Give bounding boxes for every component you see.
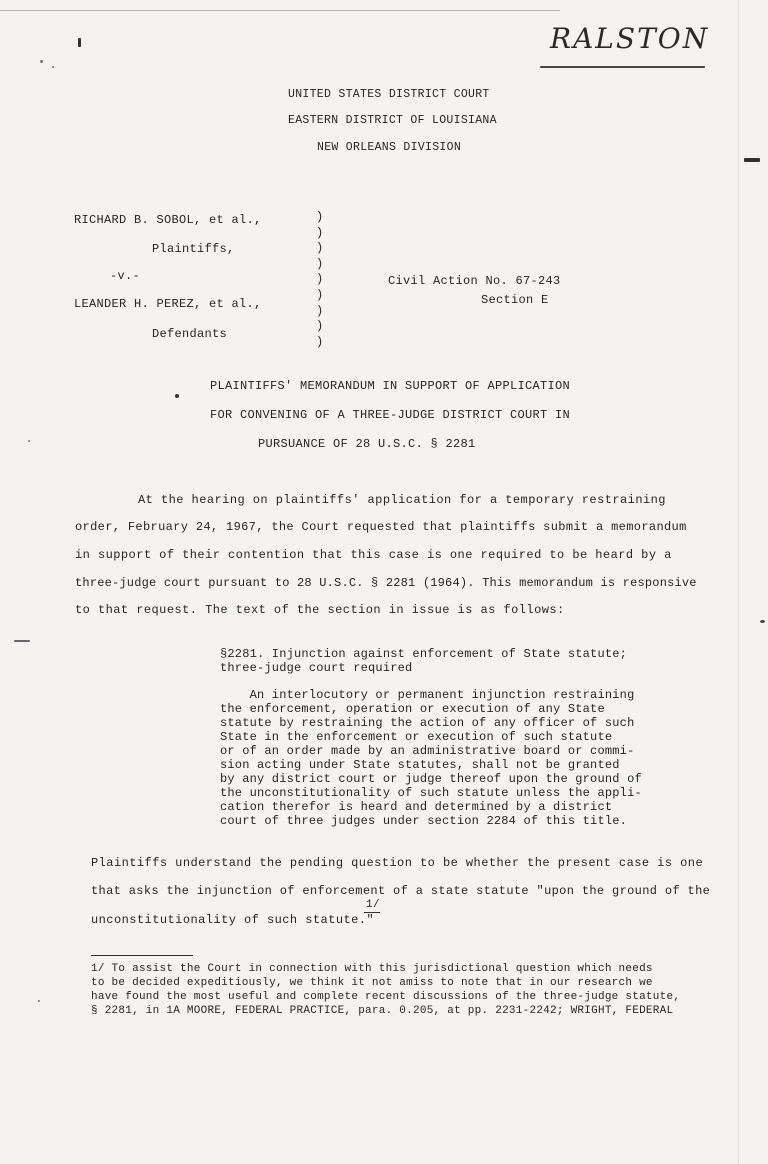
statute-line: or of an order made by an administrative board or commi- xyxy=(220,744,635,758)
statute-heading: §2281. Injunction against enforcement of State statute; xyxy=(220,647,628,661)
memo-title-line1: PLAINTIFFS' MEMORANDUM IN SUPPORT OF APPLICATION xyxy=(210,379,571,393)
statute-line: An interlocutory or permanent injunction restraining xyxy=(220,688,635,702)
scan-speck xyxy=(78,38,81,47)
scan-speck xyxy=(175,394,179,398)
scan-speck xyxy=(52,66,54,68)
plaintiff-role: Plaintiffs, xyxy=(152,242,235,256)
statute-line: State in the enforcement or execution of such statute xyxy=(220,730,613,744)
scan-edge-line xyxy=(0,10,560,11)
footnote-line: § 2281, in 1A MOORE, FEDERAL PRACTICE, para. 0.205, at pp. 2231-2242; WRIGHT, FEDERAL xyxy=(91,1005,674,1017)
body-line: Plaintiffs understand the pending question to be whether the present case is one xyxy=(91,856,704,870)
body-line: three-judge court pursuant to 28 U.S.C. § 2281 (1964). This memorandum is responsive xyxy=(75,576,697,590)
scan-speck xyxy=(28,440,30,442)
body-line: to that request. The text of the section in issue is as follows: xyxy=(75,603,565,617)
statute-line: sion acting under State statutes, shall not be granted xyxy=(220,758,620,772)
body-line: that asks the injunction of enforcement of a state statute "upon the ground of the xyxy=(91,884,711,898)
body-line: in support of their contention that this case is one required to be heard by a xyxy=(75,548,672,562)
scan-edge-line xyxy=(738,0,739,1164)
footnote-line: 1/ To assist the Court in connection with this jurisdictional question which needs xyxy=(91,963,653,975)
statute-line: the enforcement, operation or execution of any State xyxy=(220,702,605,716)
statute-line: by any district court or judge thereof upon the ground of xyxy=(220,772,642,786)
memo-title-line3: PURSUANCE OF 28 U.S.C. § 2281 xyxy=(258,437,476,451)
footnote-marker: 1/ xyxy=(366,899,381,911)
body-line: At the hearing on plaintiffs' application for a temporary restraining xyxy=(138,493,666,507)
scan-speck xyxy=(760,620,765,623)
case-section: Section E xyxy=(481,293,549,307)
statute-line: court of three judges under section 2284 of this title. xyxy=(220,814,628,828)
scan-speck xyxy=(38,1000,40,1002)
plaintiff-name: RICHARD B. SOBOL, et al., xyxy=(74,213,262,227)
handwritten-underline xyxy=(540,66,705,68)
defendant-role: Defendants xyxy=(152,327,228,341)
handwritten-name: RALSTON xyxy=(550,22,710,55)
body-line: order, February 24, 1967, the Court requested that plaintiffs submit a memorandum xyxy=(75,520,687,534)
statute-heading: three-judge court required xyxy=(220,661,413,675)
scan-speck xyxy=(744,158,760,162)
scan-speck xyxy=(40,60,43,63)
court-district: EASTERN DISTRICT OF LOUISIANA xyxy=(288,114,497,127)
footnote-marker-underline xyxy=(364,912,380,913)
defendant-name: LEANDER H. PEREZ, et al., xyxy=(74,297,262,311)
statute-line: the unconstitutionality of such statute unless the appli- xyxy=(220,786,642,800)
caption-parentheses: ) ) ) ) ) ) ) ) ) xyxy=(316,210,324,349)
footnote-divider xyxy=(91,955,193,956)
court-division: NEW ORLEANS DIVISION xyxy=(317,141,462,154)
statute-line: statute by restraining the action of any officer of such xyxy=(220,716,635,730)
memo-title-line2: FOR CONVENING OF A THREE-JUDGE DISTRICT COURT IN xyxy=(210,408,571,422)
scan-speck xyxy=(14,640,30,642)
footnote-line: to be decided expeditiously, we think it not amiss to note that in our research we xyxy=(91,977,653,989)
body-line: unconstitutionality of such statute." xyxy=(91,913,375,927)
footnote-line: have found the most useful and complete recent discussions of the three-judge statute, xyxy=(91,991,681,1003)
court-name: UNITED STATES DISTRICT COURT xyxy=(288,88,490,101)
civil-action-number: Civil Action No. 67-243 xyxy=(388,274,561,288)
versus: -v.- xyxy=(110,269,141,283)
statute-line: cation therefor is heard and determined by a district xyxy=(220,800,613,814)
